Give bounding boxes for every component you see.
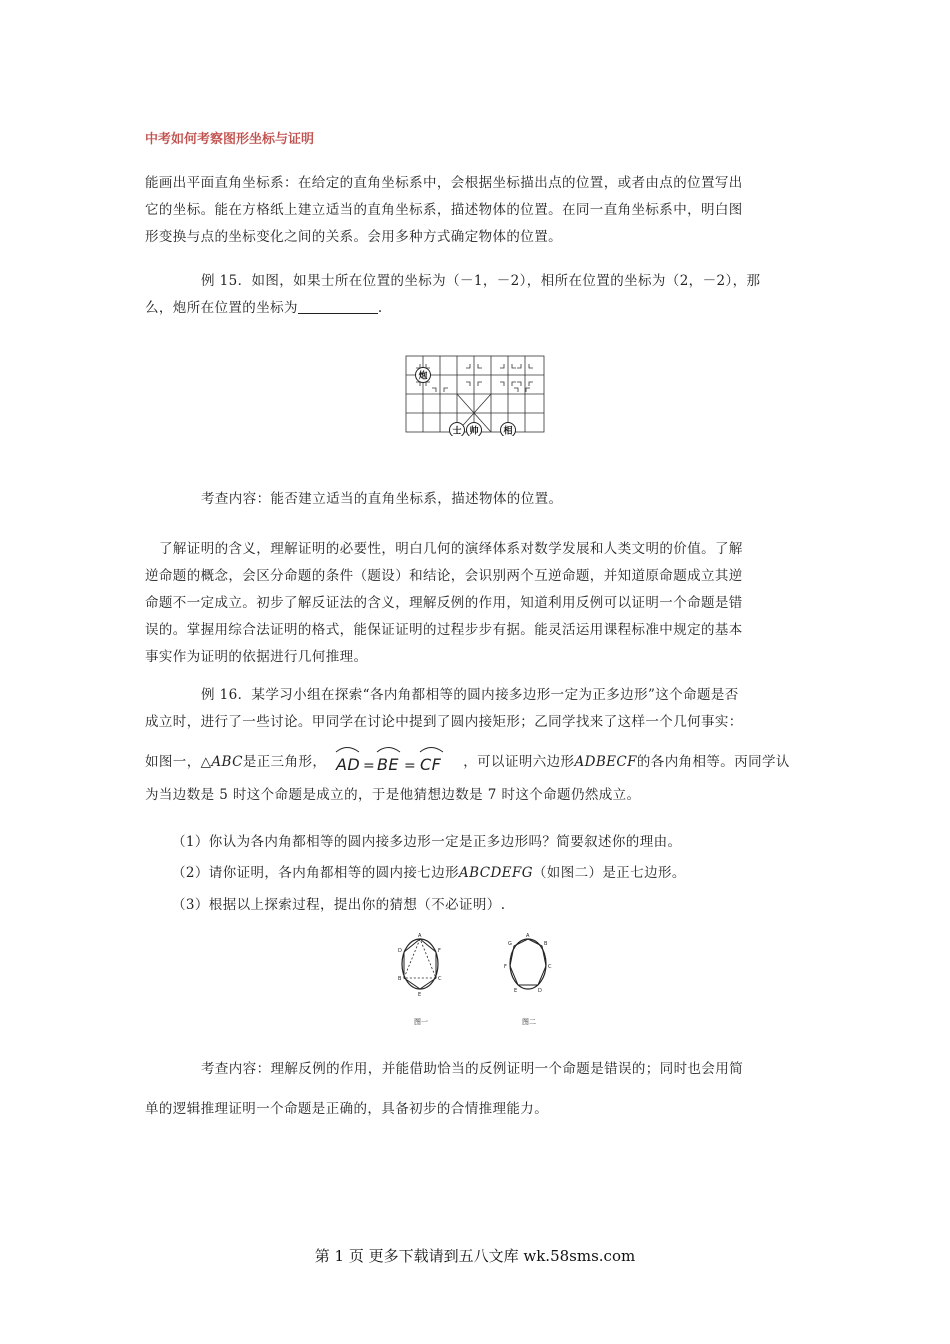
intro-paragraph	[145, 170, 810, 251]
arc-equality-formula	[332, 740, 457, 780]
example-15-suffix: .	[377, 300, 383, 316]
example-15-line: 例 15．如图，如果士所在位置的坐标为（－1，－2），相所在位置的坐标为（2，－2），那	[201, 273, 761, 289]
figure-one	[392, 930, 452, 1028]
intro-line: 形变换与点的坐标变化之间的关系。会用多种方式确定物体的位置。	[145, 229, 562, 245]
example-16-line: 成立时，进行了一些讨论。甲同学在讨论中提到了圆内接矩形；乙同学找来了这样一个几何事实：	[145, 714, 743, 730]
piece-pao	[416, 368, 431, 383]
proof-goals-line: 了解证明的含义，理解证明的必要性，明白几何的演绎体系对数学发展和人类文明的价值。了解	[159, 541, 743, 557]
question-3: （3）根据以上探索过程，提出你的猜想（不必证明）.	[172, 897, 506, 913]
triangle-name: ABC	[211, 754, 243, 770]
example-16-formula-line	[145, 740, 810, 782]
review-16-line: 单的逻辑推理证明一个命题是正确的，具备初步的合情推理能力。	[145, 1101, 549, 1117]
svg-text:F: F	[438, 948, 441, 954]
answer-blank	[298, 299, 378, 314]
example-15	[145, 268, 810, 322]
svg-text:炮: 炮	[418, 371, 428, 382]
arc-cf: CF	[420, 755, 442, 774]
example-15-question	[145, 295, 810, 322]
arc-ad: AD	[336, 755, 361, 774]
example-16-line: 为当边数是 5 时这个命题是成立的，于是他猜想边数是 7 时这个命题仍然成立。	[145, 787, 641, 803]
intro-line: 能画出平面直角坐标系：在给定的直角坐标系中，会根据坐标描出点的位置，或者由点的位置写出	[145, 175, 743, 191]
svg-text:C: C	[438, 976, 442, 982]
text-segment: 是正三角形，	[242, 754, 327, 770]
svg-text:E: E	[418, 992, 422, 998]
svg-text:B: B	[544, 941, 548, 947]
question-1: （1）你认为各内角都相等的圆内接多边形一定是正多边形吗？简要叙述你的理由。	[172, 834, 682, 850]
proof-goals-line: 事实作为证明的依据进行几何推理。	[145, 649, 368, 665]
proof-goals-line: 命题不一定成立。初步了解反证法的含义，理解反例的作用，知道利用反例可以证明一个命题是错	[145, 595, 743, 611]
figure-two	[500, 930, 560, 1028]
svg-text:帅: 帅	[469, 426, 479, 436]
svg-text:士: 士	[452, 426, 462, 436]
example-15-prefix: 么，炮所在位置的坐标为	[145, 300, 298, 316]
intro-line: 它的坐标。能在方格纸上建立适当的直角坐标系，描述物体的位置。在同一直角坐标系中，明白图	[145, 202, 743, 218]
proof-goals-line: 逆命题的概念，会区分命题的条件（题设）和结论，会识别两个互逆命题，并知道原命题成立其逆	[145, 568, 743, 584]
piece-xiang	[501, 423, 516, 437]
figure-one-caption: 图一	[414, 1018, 428, 1026]
piece-shuai	[467, 423, 482, 437]
text-segment: （如图二）是正七边形。	[532, 865, 686, 881]
chess-board-figure	[402, 352, 548, 436]
equals-sign: =	[363, 758, 376, 774]
svg-text:A: A	[526, 933, 530, 939]
proof-goals-line: 误的。掌握用综合法证明的格式，能保证证明的过程步步有据。能灵活运用课程标准中规定的基本	[145, 622, 743, 638]
svg-text:D: D	[398, 948, 402, 954]
review-16-line: 考查内容：理解反例的作用，并能借助恰当的反例证明一个命题是错误的；同时也会用简	[201, 1061, 744, 1077]
svg-text:相: 相	[503, 426, 513, 436]
hexagon-name: ADBECF	[574, 754, 637, 770]
text-segment: 的各内角相等。丙同学认	[636, 754, 790, 770]
text-segment: ，可以证明六边形	[463, 754, 575, 770]
page-footer: 第 1 页 更多下载请到五八文库 wk.58sms.com	[314, 1247, 636, 1265]
svg-text:G: G	[508, 941, 512, 947]
piece-shi	[450, 423, 465, 437]
svg-text:C: C	[548, 964, 552, 970]
svg-text:D: D	[538, 988, 542, 994]
example-16-line: 例 16．某学习小组在探索“各内角都相等的圆内接多边形一定为正多边形”这个命题是否	[201, 687, 739, 703]
heptagon-name: ABCDEFG	[459, 865, 533, 881]
arc-be: BE	[377, 755, 400, 774]
page-title: 中考如何考察图形坐标与证明	[145, 132, 315, 147]
svg-text:A: A	[418, 933, 422, 939]
svg-text:B: B	[398, 976, 402, 982]
proof-goals-paragraph	[145, 536, 810, 671]
review-15: 考查内容：能否建立适当的直角坐标系，描述物体的位置。	[201, 491, 563, 507]
figure-two-caption: 图二	[522, 1018, 536, 1026]
question-2	[172, 860, 686, 887]
svg-text:F: F	[504, 964, 507, 970]
text-segment: 如图一，△	[145, 754, 212, 770]
text-segment: （2）请你证明，各内角都相等的圆内接七边形	[172, 865, 459, 881]
equals-sign: =	[404, 758, 417, 774]
example-16	[145, 682, 810, 736]
svg-text:E: E	[514, 988, 518, 994]
